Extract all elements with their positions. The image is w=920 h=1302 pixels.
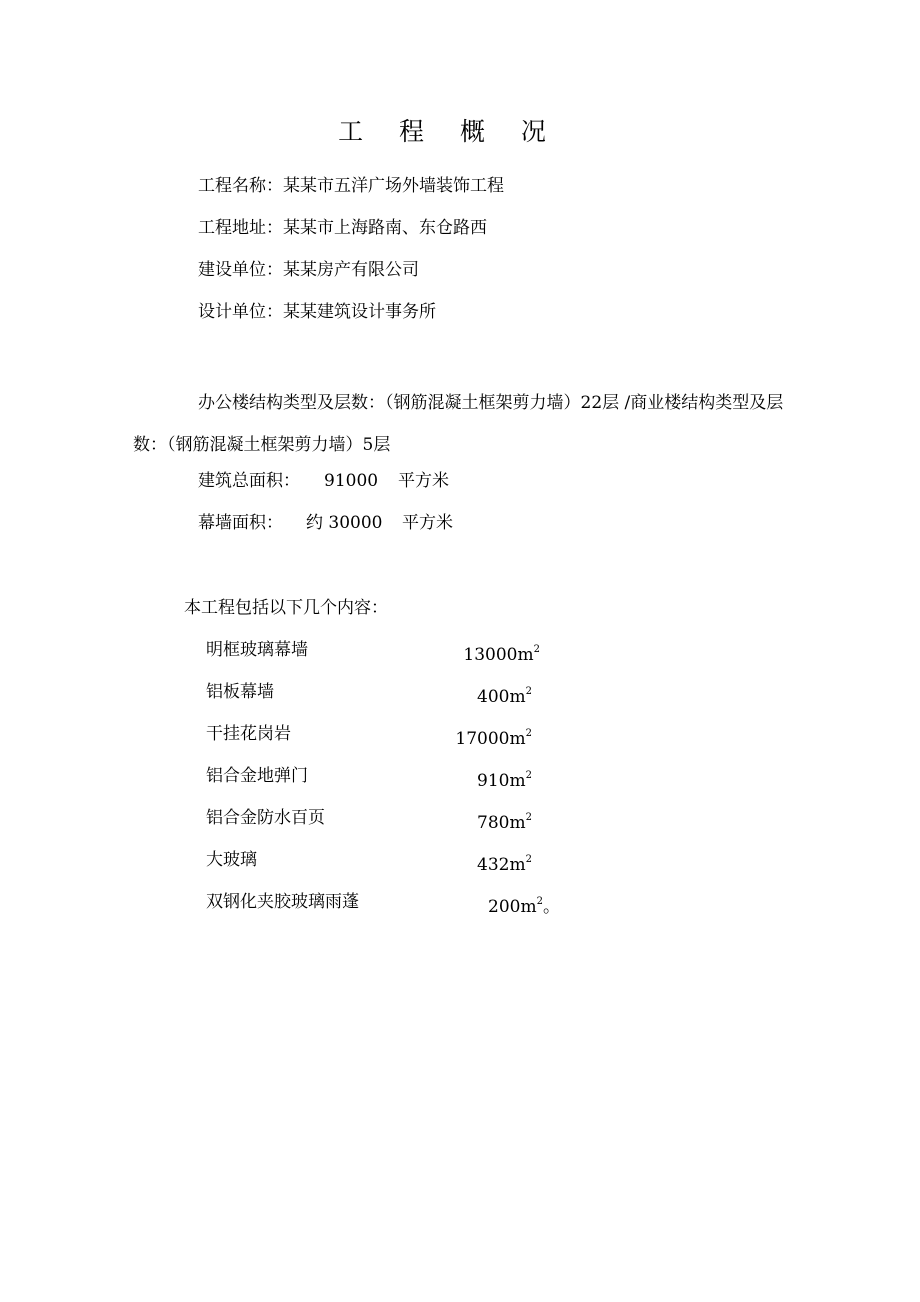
page-title: 工 程 概 况 [338,117,560,146]
item-quantity: $200m^2$。 [488,896,560,917]
field-value: 某某房产有限公司 [283,260,419,280]
item-name: 铝板幕墙 [206,682,274,702]
field-project-name [198,174,504,198]
field-value: 某某市上海路南、东仓路西 [283,218,487,238]
item-quantity: $910m^2$ [477,770,532,791]
item-quantity: $17000m^2$ [455,728,532,749]
structure-paragraph: 办公楼结构类型及层数：（钢筋混凝土框架剪力墙）22层 /商业楼结构类型及层数：（钢筋混凝土框架剪力墙）5层 [133,393,784,455]
item-quantity: $432m^2$ [477,854,532,875]
field-label: 工程名称： [198,176,283,196]
field-project-address [198,216,487,240]
item-name: 干挂花岗岩 [206,724,291,744]
item-quantity: $400m^2$ [477,686,532,707]
metric-label: 建筑总面积： [198,471,300,491]
item-quantity: $780m^2$ [477,812,532,833]
field-designer [198,300,436,324]
curtain-wall-area [198,511,453,535]
field-label: 工程地址： [198,218,283,238]
item-name: 铝合金地弹门 [206,766,308,786]
metric-value: 91000 [324,471,379,491]
metric-value: 约 30000 [306,513,383,533]
field-label: 建设单位： [198,260,283,280]
metric-label: 幕墙面积： [198,513,283,533]
field-client [198,258,419,282]
total-area [198,469,449,493]
scope-intro: 本工程包括以下几个内容： [184,598,388,618]
metric-unit: 平方米 [402,513,453,533]
item-quantity: $13000m^2$ [463,644,540,665]
item-name: 铝合金防水百页 [206,808,325,828]
field-value: 某某建筑设计事务所 [283,302,436,322]
item-name: 明框玻璃幕墙 [206,640,308,660]
item-name: 双钢化夹胶玻璃雨蓬 [206,892,359,912]
item-name: 大玻璃 [206,850,257,870]
field-label: 设计单位： [198,302,283,322]
field-value: 某某市五洋广场外墙装饰工程 [283,176,504,196]
metric-unit: 平方米 [398,471,449,491]
